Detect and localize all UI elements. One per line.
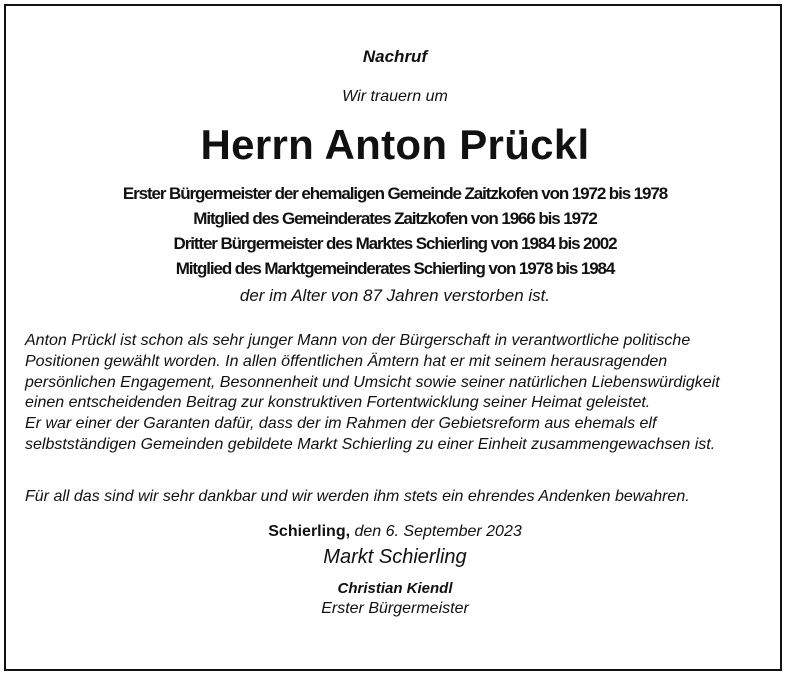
notice-heading: Nachruf [362,47,428,66]
tribute-line: einen entscheidenden Beitrag zur konstruktiven Fortentwicklung seiner Heimat geleistet. [25,394,651,412]
tribute-line: selbstständigen Gemeinden gebildete Markt Schierling zu einer Einheit zusammengewachsen ist. [25,435,716,453]
tribute-line: Anton Prückl ist schon als sehr junger Mann von der Bürgerschaft in verantwortliche politische [25,332,691,349]
signer-name: Christian Kiendl [337,580,453,597]
tribute-line: Er war einer der Garanten dafür, dass der im Rahmen der Gebietsreform aus ehemals elf [25,415,657,433]
office-line: Dritter Bürgermeister des Marktes Schierling von 1984 bis 2002 [173,234,617,253]
dateline-place: Schierling, [268,523,351,540]
office-line: Mitglied des Gemeinderates Zaitzkofen von 1966 bis 1972 [193,209,597,228]
age-line: der im Alter von 87 Jahren verstorben ist. [239,286,551,305]
organization-name: Markt Schierling [323,546,467,568]
signer-title: Erster Bürgermeister [321,600,469,617]
office-line: Erster Bürgermeister der ehemaligen Gemeinde Zaitzkofen von 1972 bis 1978 [122,184,668,203]
tribute-paragraph [25,331,770,456]
office-line: Mitglied des Marktgemeinderates Schierling von 1978 bis 1984 [175,259,615,278]
dateline-date: den 6. September 2023 [354,523,522,540]
thanks-line: Für all das sind wir sehr dankbar und wir werden ihm stets ein ehrendes Andenken bewahren. [25,488,690,505]
tribute-line: persönlichen Engagement, Besonnenheit und Umsicht sowie seiner natürlichen Liebenswürdigkeit [25,373,720,391]
tribute-line: Positionen gewählt worden. In allen öffentlichen Ämtern hat er mit seinem herausragenden [25,352,668,370]
dateline [0,523,790,541]
mourning-intro: Wir trauern um [342,88,448,105]
deceased-name: Herrn Anton Prückl [200,121,590,168]
offices-list [0,181,790,281]
